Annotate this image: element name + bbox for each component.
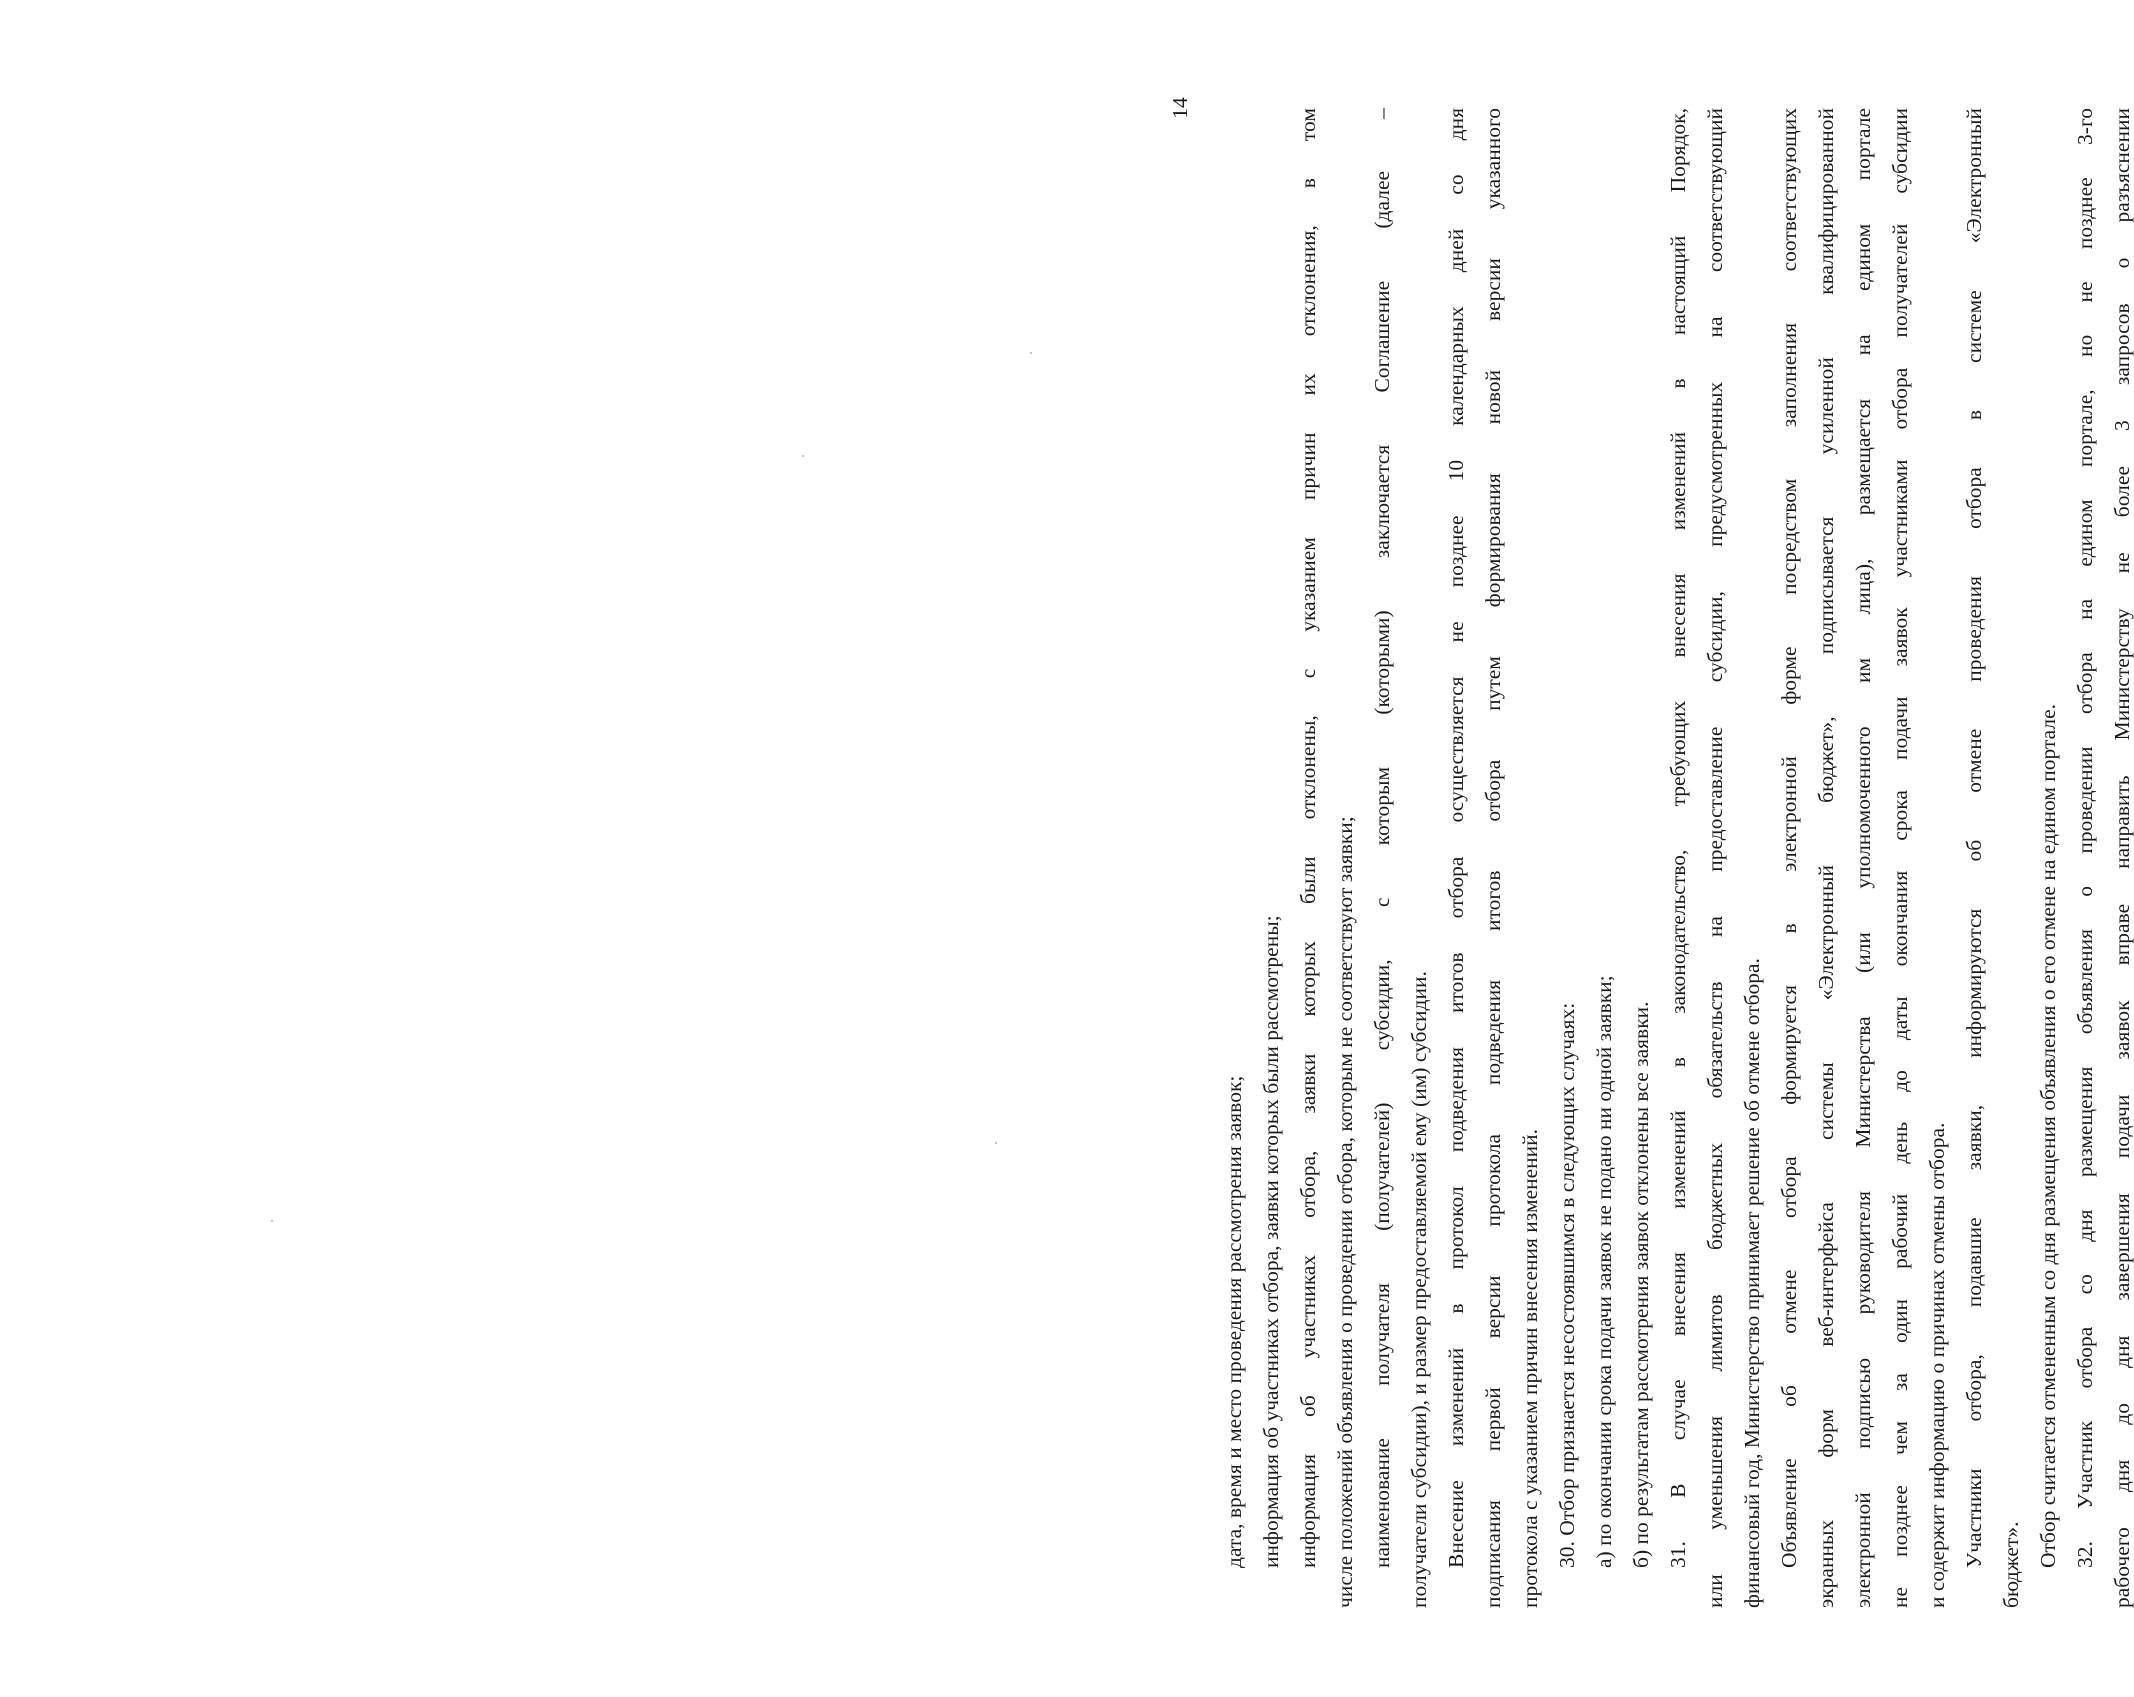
text-line: Объявление об отмене отбора формируется в электронной форме посредством заполнения соответствующих (1777, 108, 1801, 1568)
text-line: 32. Участник отбора со дня размещения объявления о проведении отбора на едином портале, но не позднее 3-го (2073, 108, 2097, 1568)
text-line: не позднее чем за один рабочий день до даты окончания срока подачи заявок участниками отбора получателей субсидии (1888, 108, 1912, 1608)
text-line: числе положений объявления о проведении отбора, которым не соответствуют заявки; (1333, 816, 1357, 1608)
text-line: 31. В случае внесения изменений в законодательство, требующих внесения изменений в настоящий Порядок, (1666, 108, 1690, 1568)
text-line: получатели субсидии), и размер предоставляемой ему (им) субсидии. (1407, 971, 1431, 1608)
text-line: информация об участниках отбора, заявки которых были рассмотрены; (1259, 915, 1283, 1568)
text-line: финансовый год, Министерство принимает решение об отмене отбора. (1740, 958, 1764, 1608)
text-line: рабочего дня до дня завершения подачи заявок вправе направить Министерству не более 3 запросов о разъяснении (2110, 108, 2134, 1608)
text-line: Отбор считается отмененным со дня размещения объявления о его отмене на едином портале. (2036, 703, 2060, 1568)
text-line: а) по окончании срока подачи заявок не подано ни одной заявки; (1592, 975, 1616, 1568)
page-number: 14 (1168, 97, 1192, 119)
text-line: информация об участниках отбора, заявки которых были отклонены, с указанием причин их отклонения, в том (1296, 108, 1320, 1568)
text-line: Внесение изменений в протокол подведения итогов отбора осуществляется не позднее 10 календарных дней со дня (1444, 108, 1468, 1568)
scan-speck (802, 455, 804, 457)
text-line: и содержит информацию о причинах отмены отбора. (1925, 1122, 1949, 1608)
text-line: электронной подписью руководителя Министерства (или уполномоченного им лица), размещается на едином портале (1851, 108, 1875, 1608)
text-line: бюджет». (1999, 1521, 2023, 1608)
scan-speck (995, 1142, 997, 1144)
text-line: Участники отбора, подавшие заявки, информируются об отмене проведения отбора в системе «Электронный (1962, 108, 1986, 1568)
text-line: дата, время и место проведения рассмотрения заявок; (1222, 1075, 1246, 1568)
text-line: подписания первой версии протокола подведения итогов отбора путем формирования новой версии указанного (1481, 108, 1505, 1608)
text-line: 30. Отбор признается несостоявшимся в следующих случаях: (1555, 1002, 1579, 1568)
text-line: б) по результатам рассмотрения заявок отклонены все заявки. (1629, 1001, 1653, 1568)
text-line: или уменьшения лимитов бюджетных обязательств на предоставление субсидии, предусмотренных на соответствующий (1703, 108, 1727, 1608)
text-line: экранных форм веб-интерфейса системы «Электронный бюджет», подписывается усиленной квалифицированной (1814, 108, 1838, 1608)
text-line: наименование получателя (получателей) субсидии, с которым (которыми) заключается Соглашение (далее – (1370, 108, 1394, 1568)
text-line: протокола с указанием причин внесения изменений. (1518, 1128, 1542, 1608)
scan-speck (271, 1220, 273, 1222)
scan-speck (1030, 352, 1032, 354)
